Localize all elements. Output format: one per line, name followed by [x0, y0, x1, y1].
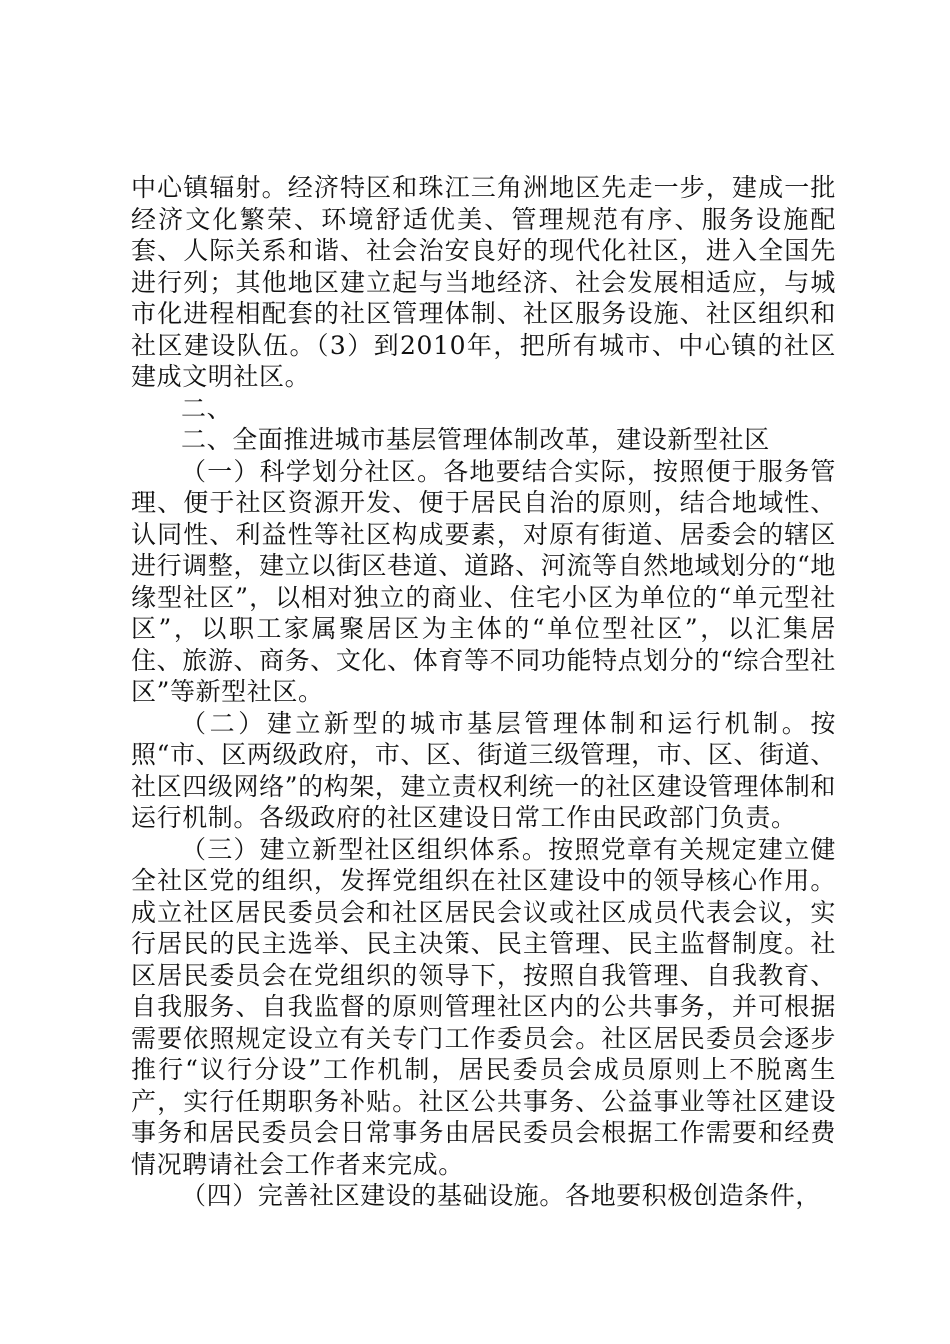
paragraph-four: （四）完善社区建设的基础设施。各地要积极创造条件，: [181, 1181, 822, 1210]
document-body: [131, 172, 836, 1212]
paragraph-continuation: 中心镇辐射。经济特区和珠江三角洲地区先走一步，建成一批经济文化繁荣、环境舒适优美、管理规范有序、服务设施配套、人际关系和谐、社会治安良好的现代化社区，进入全国先进行列；其他地区建立起与当地经济、社会发展相适应，与城市化进程相配套的社区管理体制、社区服务设施、社区组织和社区建设队伍。（3）到2010年，把所有城市、中心镇的社区建成文明社区。: [131, 173, 836, 391]
section-heading: 二、全面推进城市基层管理体制改革，建设新型社区: [181, 425, 770, 454]
section-number: 二、: [181, 393, 233, 423]
paragraph-one: （一）科学划分社区。各地要结合实际，按照便于服务管理、便于社区资源开发、便于居民自治的原则，结合地域性、认同性、利益性等社区构成要素，对原有街道、居委会的辖区进行调整，建立以街区巷道、道路、河流等自然地域划分的“地缘型社区”，以相对独立的商业、住宅小区为单位的“单元型社区”，以职工家属聚居区为主体的“单位型社区”，以汇集居住、旅游、商务、文化、体育等不同功能特点划分的“综合型社区”等新型社区。: [131, 456, 836, 706]
paragraph-three: （三）建立新型社区组织体系。按照党章有关规定建立健全社区党的组织，发挥党组织在社区建设中的领导核心作用。成立社区居民委员会和社区居民会议或社区成员代表会议，实行居民的民主选举、民主决策、民主管理、民主监督制度。社区居民委员会在党组织的领导下，按照自我管理、自我教育、自我服务、自我监督的原则管理社区内的公共事务，并可根据需要依照规定设立有关专门工作委员会。社区居民委员会逐步推行“议行分设”工作机制，居民委员会成员原则上不脱离生产，实行任期职务补贴。社区公共事务、公益事业等社区建设事务和居民委员会日常事务由居民委员会根据工作需要和经费情况聘请社会工作者来完成。: [131, 834, 836, 1179]
paragraph-two: （二）建立新型的城市基层管理体制和运行机制。按照“市、区两级政府，市、区、街道三级管理，市、区、街道、社区四级网络”的构架，建立责权利统一的社区建设管理体制和运行机制。各级政府的社区建设日常工作由民政部门负责。: [131, 708, 836, 832]
